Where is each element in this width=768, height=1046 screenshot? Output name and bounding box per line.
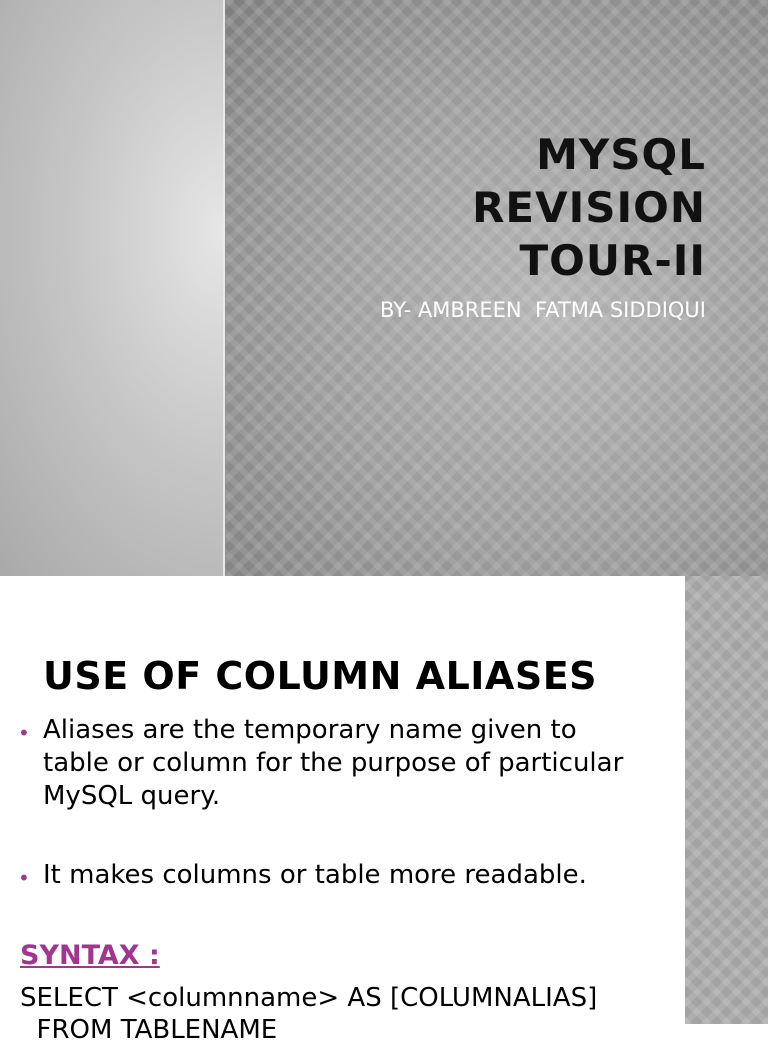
bullet-text: Aliases are the temporary name given to table or column for the purpose of particular MySQL query.	[43, 715, 624, 811]
slide-patterned-panel	[225, 0, 768, 576]
slide-left-panel	[0, 0, 223, 576]
list-item	[0, 859, 643, 892]
slide-title-line: REVISION	[472, 183, 706, 232]
bullet-dot-icon: •	[18, 721, 30, 745]
slide-title-line: TOUR-II	[519, 236, 706, 285]
bullet-dot-icon: •	[18, 866, 30, 890]
slide-title	[246, 128, 706, 287]
slide-title-line: MYSQL	[536, 130, 706, 179]
content-slide	[0, 576, 768, 1045]
slide-patterned-strip	[685, 576, 768, 1024]
bullet-text: It makes columns or table more readable.	[43, 860, 587, 890]
syntax-code	[20, 982, 680, 1046]
bullet-list	[0, 714, 680, 892]
syntax-label: SYNTAX :	[20, 940, 160, 971]
syntax-line: SELECT <columnname> AS [COLUMNALIAS]	[20, 983, 598, 1013]
list-item	[0, 714, 643, 813]
slide-subtitle: BY- AMBREEN FATMA SIDDIQUI	[380, 298, 706, 322]
content-slide-title: USE OF COLUMN ALIASES	[43, 654, 598, 698]
syntax-line: FROM TABLENAME	[20, 1015, 278, 1045]
